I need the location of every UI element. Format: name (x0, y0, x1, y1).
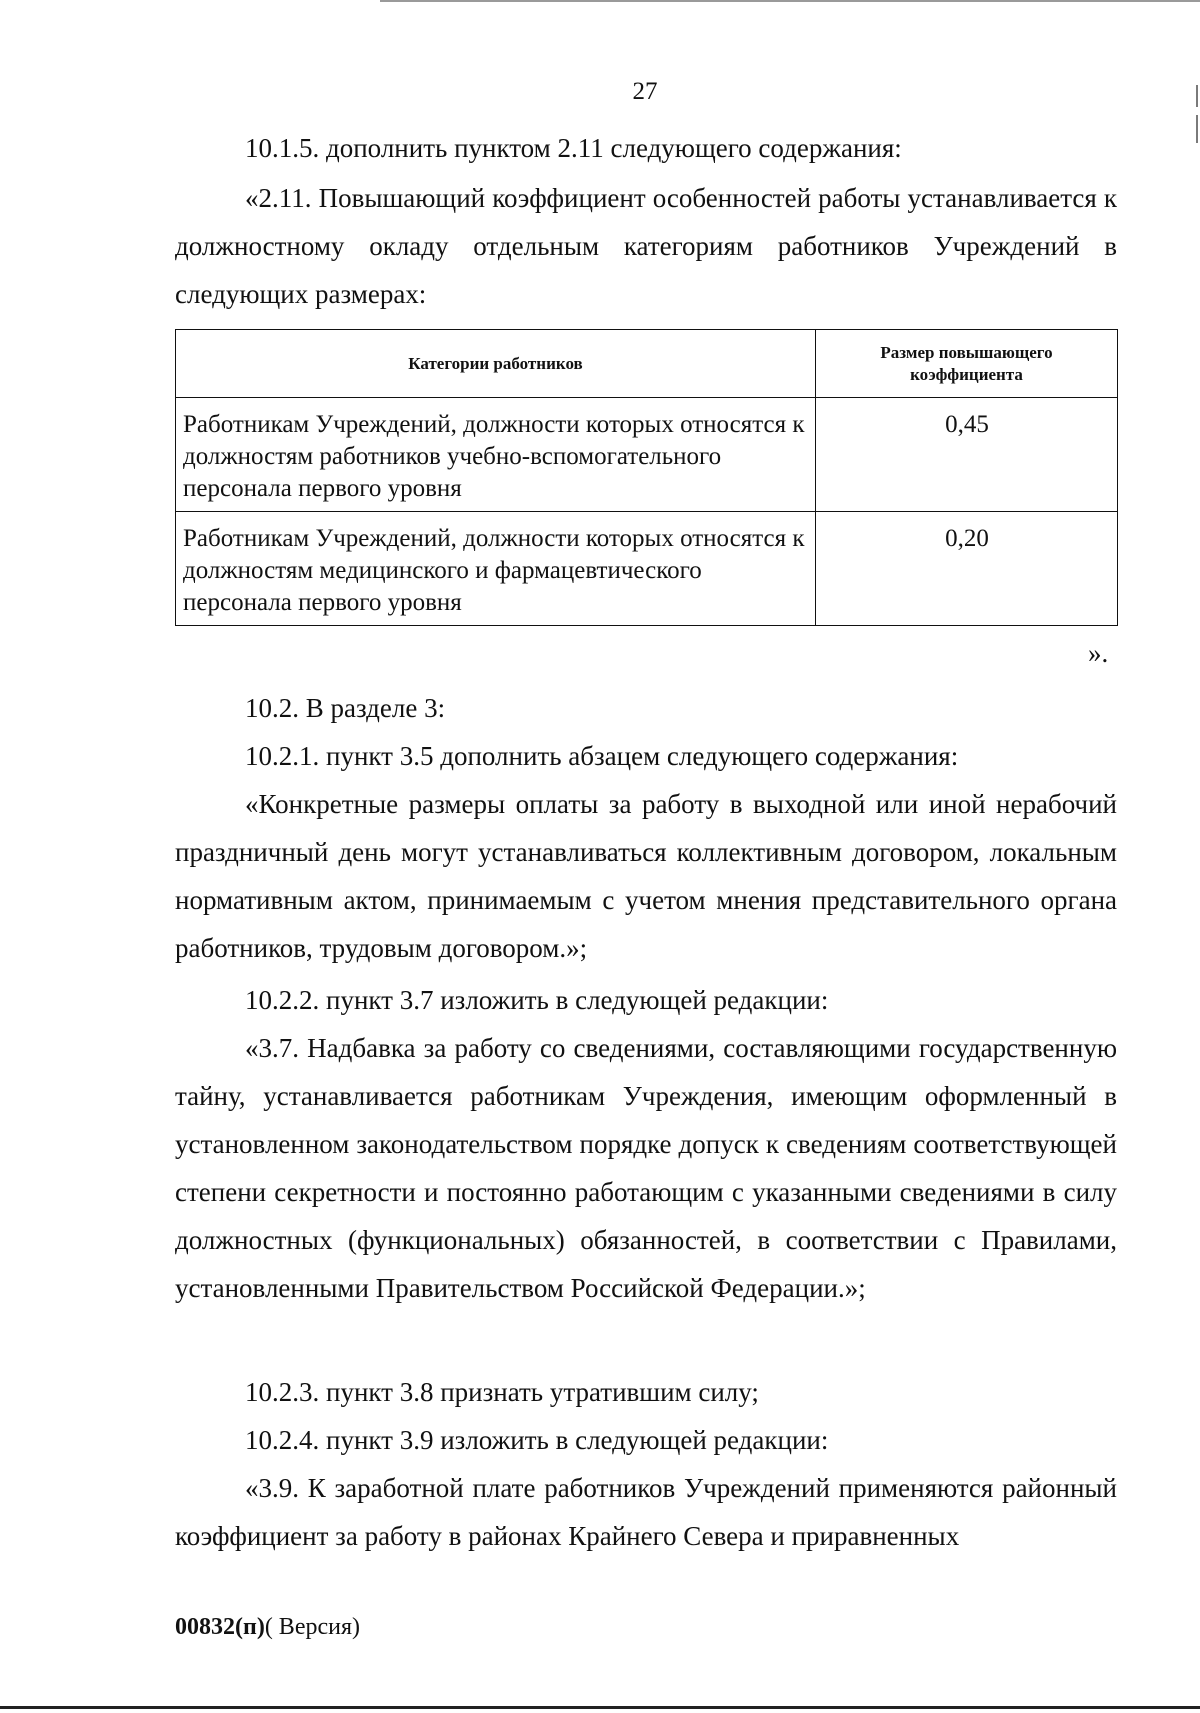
paragraph-10-2: 10.2. В разделе 3: (245, 693, 446, 723)
table-row (176, 398, 1118, 512)
table-header-row (176, 330, 1118, 398)
scan-edge-mark (1196, 115, 1198, 143)
scan-edge-bottom (0, 1706, 1200, 1709)
page-number: 27 (632, 78, 658, 105)
footer-doc-code: 00832(п) (175, 1614, 265, 1640)
table-row (176, 512, 1118, 626)
table-header-coefficient: Размер повышающего коэффициента (816, 330, 1118, 398)
paragraph-3-7: «3.7. Надбавка за работу со сведениями, составляющими государственную тайну, устанавливается работникам Учреждения, имеющим оформленный в установленном законодательством порядке допуск к сведениям соответствующей степени секретности и постоянно работающим с указанными сведениями в силу должностных (функциональных) обязанностей, в соответствии с Правилами, установленными Правительством Российской Федерации.»; (175, 1033, 1117, 1303)
paragraph-2-11: «2.11. Повышающий коэффициент особенностей работы устанавливается к должностному окладу отдельным категориям работников Учреждений в следующих размерах: (175, 183, 1117, 309)
paragraph-10-2-4: 10.2.4. пункт 3.9 изложить в следующей редакции: (245, 1425, 829, 1455)
paragraph-10-2-3: 10.2.3. пункт 3.8 признать утратившим силу; (245, 1377, 759, 1407)
table-header-category: Категории работников (176, 330, 816, 398)
table-cell-value: 0,45 (816, 398, 1118, 512)
coefficient-table (175, 329, 1118, 626)
table-cell-value: 0,20 (816, 512, 1118, 626)
paragraph-10-1-5: 10.1.5. дополнить пунктом 2.11 следующего содержания: (245, 133, 902, 163)
paragraph-3-9: «3.9. К заработной плате работников Учреждений применяются районный коэффициент за работу в районах Крайнего Севера и приравненных (175, 1473, 1117, 1551)
table-cell-category: Работникам Учреждений, должности которых относятся к должностям работников учебно-вспомогательного персонала первого уровня (176, 398, 816, 512)
closing-quote: ». (1088, 638, 1109, 668)
paragraph-10-2-1: 10.2.1. пункт 3.5 дополнить абзацем следующего содержания: (245, 741, 959, 771)
scan-edge-top (380, 0, 1200, 2)
document-footer (175, 1614, 360, 1641)
paragraph-quote-3-5: «Конкретные размеры оплаты за работу в выходной или иной нерабочий праздничный день могут устанавливаться коллективным договором, локальным нормативным актом, принимаемым с учетом мнения представительного органа работников, трудовым договором.»; (175, 789, 1117, 963)
table-cell-category: Работникам Учреждений, должности которых относятся к должностям медицинского и фармацевтического персонала первого уровня (176, 512, 816, 626)
paragraph-10-2-2: 10.2.2. пункт 3.7 изложить в следующей редакции: (245, 985, 829, 1015)
footer-version-label: ( Версия) (264, 1614, 360, 1640)
